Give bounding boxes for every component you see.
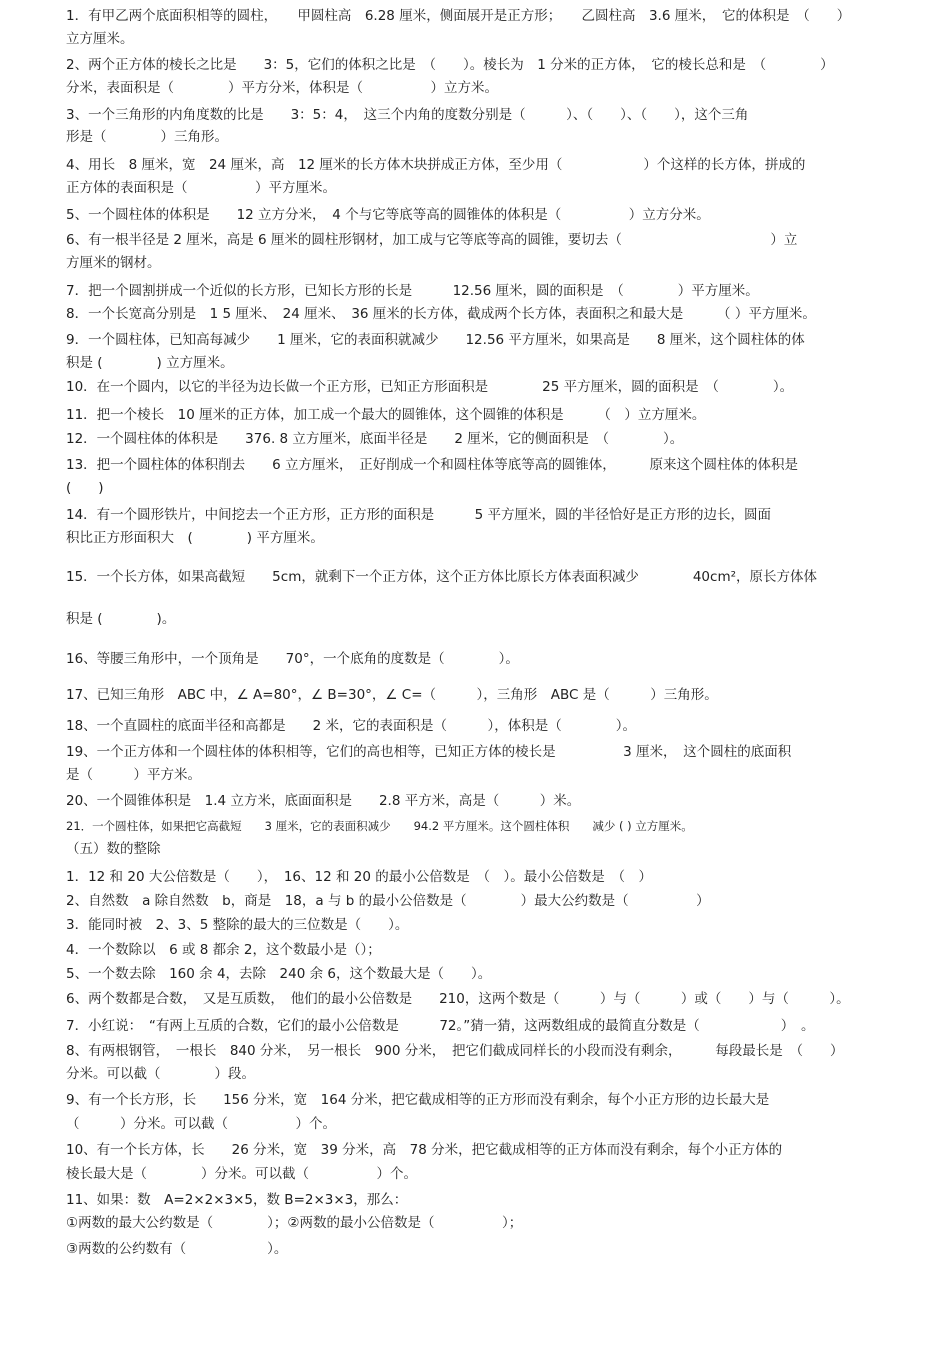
- text-line: 20、一个圆锥体积是 1.4 立方米，底面面积是 2.8 平方米，高是（ ）米。: [66, 793, 581, 809]
- text-line: 19、一个正方体和一个圆柱体的体积相等，它们的高也相等，已知正方体的棱长是 3 厘米， 这个圆柱的底面积: [66, 744, 792, 760]
- text-line: 1．12 和 20 大公倍数是（ ）， 16、12 和 20 的最小公倍数是 （ ）。最小公倍数是 （ ）: [66, 869, 652, 885]
- text-line: 9、有一个长方形，长 156 分米，宽 164 分米，把它截成相等的正方形而没有剩余，每个小正方形的边长最大是: [66, 1092, 770, 1108]
- text-line: 13．把一个圆柱体的体积削去 6 立方厘米， 正好削成一个和圆柱体等底等高的圆锥体， 原来这个圆柱体的体积是: [66, 457, 799, 473]
- text-line: 正方体的表面积是（ ）平方厘米。: [66, 180, 336, 196]
- text-line: 10、有一个长方体，长 26 分米，宽 39 分米，高 78 分米，把它截成相等的正方体而没有剩余，每个小正方体的: [66, 1142, 783, 1158]
- text-line: ③两数的公约数有（ ）。: [66, 1241, 288, 1257]
- text-line: 10．在一个圆内，以它的半径为边长做一个正方形，已知正方形面积是 25 平方厘米，圆的面积是 （ ）。: [66, 379, 794, 395]
- text-line: 12．一个圆柱体的体积是 376. 8 立方厘米，底面半径是 2 厘米，它的侧面积是 （ ）。: [66, 431, 684, 447]
- text-line: 2、两个正方体的棱长之比是 3：5，它们的体积之比是 （ ）。棱长为 1 分米的正方体， 它的棱长总和是 （ ）: [66, 57, 834, 73]
- text-line: 18、一个直圆柱的底面半径和高都是 2 米，它的表面积是（ ），体积是（ ）。: [66, 718, 637, 734]
- text-line: 9．一个圆柱体，已知高每减少 1 厘米，它的表面积就减少 12.56 平方厘米，如果高是 8 厘米，这个圆柱体的体: [66, 332, 805, 348]
- text-line: 积是 ( ) 立方厘米。: [66, 355, 234, 371]
- text-line: 11．把一个棱长 10 厘米的正方体，加工成一个最大的圆锥体，这个圆锥的体积是 （ ）立方厘米。: [66, 407, 706, 423]
- text-line: 5、一个圆柱体的体积是 12 立方分米， 4 个与它等底等高的圆锥体的体积是（ ）立方分米。: [66, 207, 710, 223]
- text-line: 14．有一个圆形铁片，中间挖去一个正方形，正方形的面积是 5 平方厘米，圆的半径恰好是正方形的边长，圆面: [66, 507, 772, 523]
- text-line: 5、一个数去除 160 余 4，去除 240 余 6，这个数最大是（ ）。: [66, 966, 492, 982]
- text-line: 17、已知三角形 ABC 中，∠ A=80°，∠ B=30°，∠ C=（ ），三角形 ABC 是（ ）三角形。: [66, 687, 718, 703]
- text-line: （ ）分米。可以截（ ）个。: [66, 1116, 336, 1132]
- text-line: 8．一个长宽高分别是 1 5 厘米、 24 厘米、 36 厘米的长方体，截成两个长方体，表面积之和最大是 （ ）平方厘米。: [66, 306, 816, 322]
- text-line: 3．能同时被 2、3、5 整除的最大的三位数是（ ）。: [66, 917, 409, 933]
- text-line: 分米。可以截（ ）段。: [66, 1066, 255, 1082]
- text-line: 16、等腰三角形中，一个顶角是 70°，一个底角的度数是（ ）。: [66, 651, 519, 667]
- section-heading: （五）数的整除: [66, 841, 161, 857]
- text-line: 立方厘米。: [66, 31, 134, 47]
- text-line: 方厘米的钢材。: [66, 255, 161, 271]
- text-line: 6、有一根半径是 2 厘米，高是 6 厘米的圆柱形钢材，加工成与它等底等高的圆锥，要切去（ ）立: [66, 232, 798, 248]
- text-line: 4、用长 8 厘米，宽 24 厘米，高 12 厘米的长方体木块拼成正方体，至少用（ ）个这样的长方体，拼成的: [66, 157, 806, 173]
- text-line: 4．一个数除以 6 或 8 都余 2，这个数最小是（）；: [66, 942, 381, 958]
- text-line: 1．有甲乙两个底面积相等的圆柱， 甲圆柱高 6.28 厘米，侧面展开是正方形； 乙圆柱高 3.6 厘米， 它的体积是 （ ）: [66, 8, 851, 24]
- text-line: 积是 ( )。: [66, 611, 176, 627]
- text-line: 21．一个圆柱体，如果把它高截短 3 厘米，它的表面积减少 94.2 平方厘米。这个圆柱体积 减少 ( ) 立方厘米。: [66, 819, 693, 833]
- text-line: 形是（ ）三角形。: [66, 129, 228, 145]
- text-line: 是（ ）平方米。: [66, 767, 201, 783]
- text-line: 3、一个三角形的内角度数的比是 3：5：4， 这三个内角的度数分别是（ ）、（ ）、（ ），这个三角: [66, 107, 749, 123]
- text-line: ( ): [66, 480, 104, 496]
- text-line: 11、如果：数 A=2×2×3×5，数 B=2×3×3，那么：: [66, 1192, 408, 1208]
- text-line: 8、有两根钢管， 一根长 840 分米， 另一根长 900 分米， 把它们截成同样长的小段而没有剩余， 每段最长是 （ ）: [66, 1043, 844, 1059]
- text-line: ①两数的最大公约数是（ ）；②两数的最小公倍数是（ ）；: [66, 1215, 523, 1231]
- text-line: 7．小红说： “有两上互质的合数，它们的最小公倍数是 72。”猜一猜，这两数组成的最简直分数是（ ） 。: [66, 1018, 815, 1034]
- text-line: 2、自然数 a 除自然数 b，商是 18，a 与 b 的最小公倍数是（ ）最大公约数是（ ）: [66, 893, 710, 909]
- text-line: 积比正方形面积大 ( ) 平方厘米。: [66, 530, 324, 546]
- text-line: 6、两个数都是合数， 又是互质数， 他们的最小公倍数是 210，这两个数是（ ）与（ ）或（ ）与（ ）。: [66, 991, 850, 1007]
- text-line: 7．把一个圆割拼成一个近似的长方形，已知长方形的长是 12.56 厘米，圆的面积是 （ ）平方厘米。: [66, 283, 759, 299]
- text-line: 15．一个长方体，如果高截短 5cm，就剩下一个正方体，这个正方体比原长方体表面积减少 40cm²，原长方体体: [66, 569, 818, 585]
- text-line: 棱长最大是（ ）分米。可以截（ ）个。: [66, 1166, 417, 1182]
- text-line: 分米，表面积是（ ）平方分米，体积是（ ）立方米。: [66, 80, 498, 96]
